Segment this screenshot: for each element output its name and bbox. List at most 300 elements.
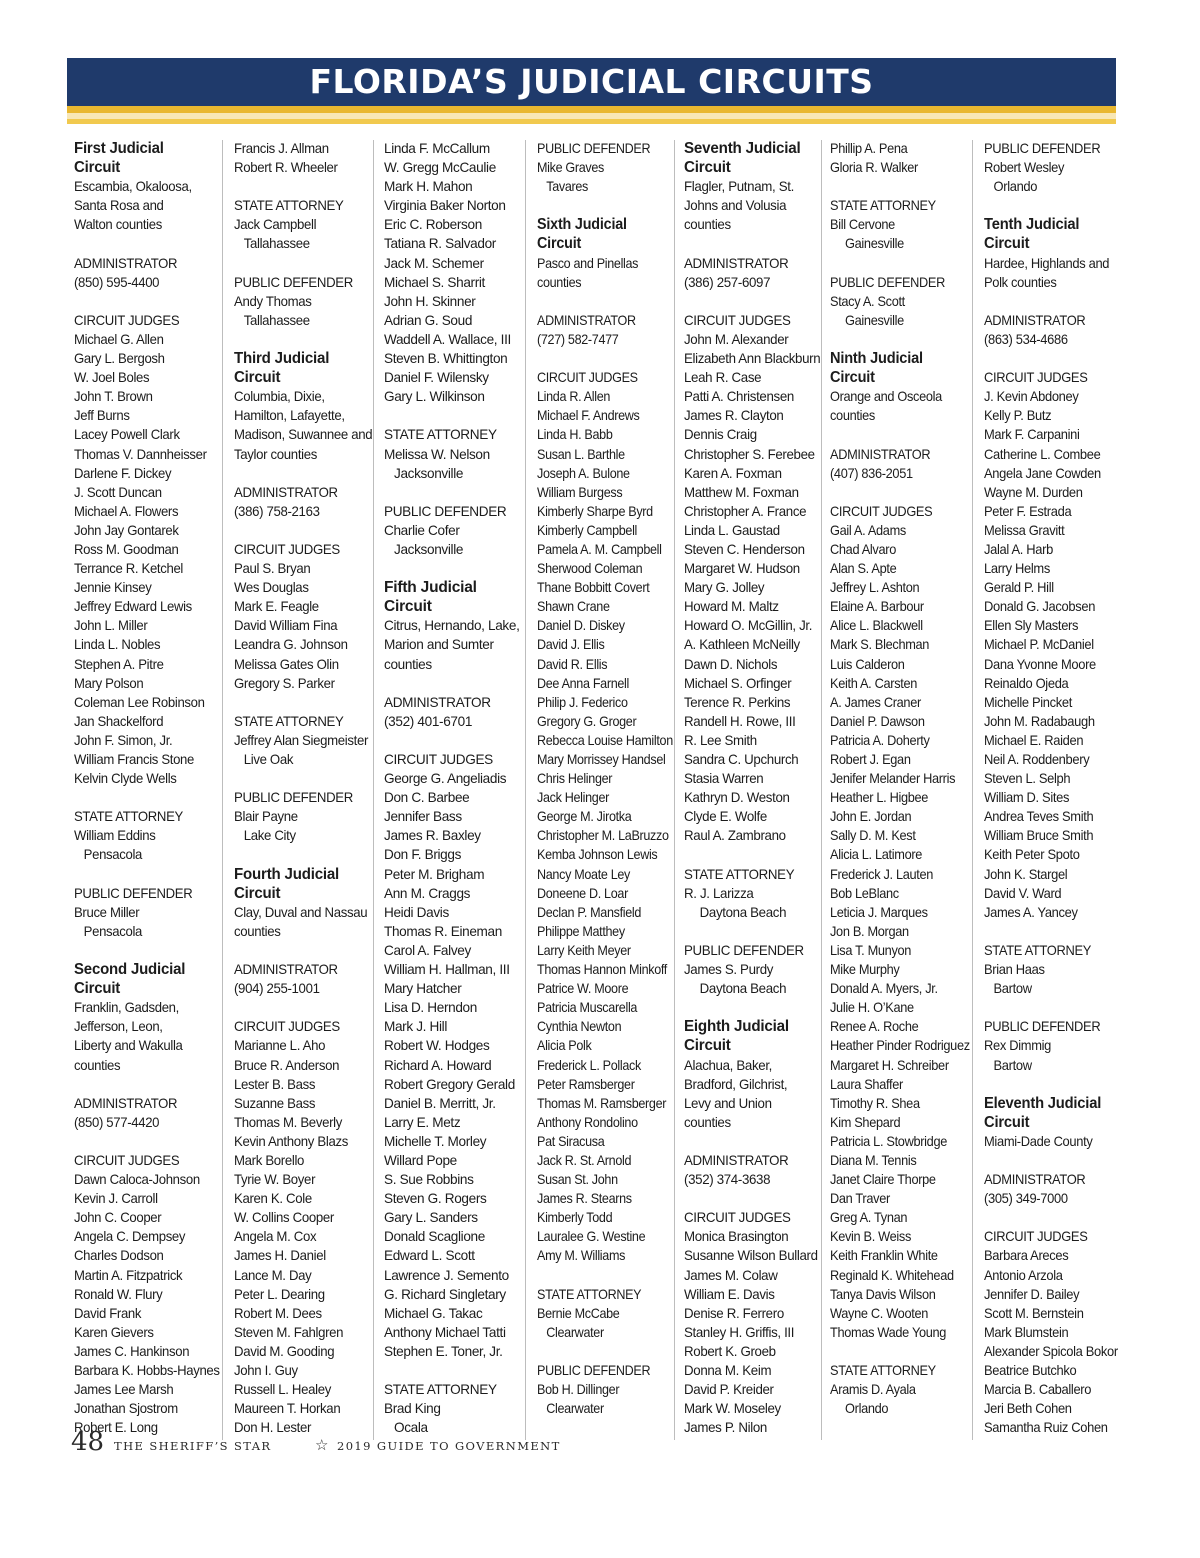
directory-line: Hardee, Highlands and	[984, 255, 1110, 271]
directory-line: Michael A. Flowers	[74, 503, 179, 519]
directory-line: Melissa Gravitt	[984, 522, 1065, 538]
directory-line: Lester B. Bass	[234, 1076, 316, 1092]
directory-line: Edward L. Scott	[384, 1248, 475, 1264]
directory-line: Thomas Hannon Minkoff	[537, 962, 667, 978]
directory-line: Larry Keith Meyer	[537, 942, 631, 958]
directory-line: Adrian G. Soud	[384, 312, 473, 328]
directory-line: Christopher M. LaBruzzo	[537, 828, 669, 844]
spacer	[234, 521, 372, 540]
directory-line: CIRCUIT JUDGES	[684, 312, 791, 328]
directory-line: Robert M. Dees	[234, 1305, 322, 1321]
directory-line: Alicia Polk	[537, 1038, 592, 1054]
page-footer	[71, 1427, 671, 1467]
directory-line: (352) 401-6701	[384, 713, 473, 729]
directory-line: Daniel B. Merritt, Jr.	[384, 1095, 496, 1111]
directory-line: James Lee Marsh	[74, 1382, 174, 1398]
directory-line: Dawn D. Nichols	[684, 656, 778, 672]
directory-line: Tallahassee	[243, 236, 310, 252]
directory-line: PUBLIC DEFENDER	[684, 942, 804, 958]
directory-line: G. Richard Singletary	[384, 1286, 506, 1302]
directory-line: Jennie Kinsey	[74, 580, 152, 596]
column-divider	[821, 140, 822, 1440]
title-banner	[67, 58, 1116, 106]
directory-line: James P. Nilon	[684, 1420, 767, 1436]
directory-line: Mark Borello	[234, 1152, 305, 1168]
directory-line: Susanne Wilson Bullard	[684, 1248, 818, 1264]
spacer	[384, 731, 520, 750]
directory-line: Heather L. Higbee	[830, 790, 929, 806]
directory-line: Paul S. Bryan	[234, 561, 311, 577]
spacer	[234, 330, 372, 349]
column-divider	[373, 140, 374, 1440]
directory-line: Mary G. Jolley	[684, 580, 765, 596]
directory-line: Bernie McCabe	[537, 1305, 620, 1321]
circuit-heading: Fourth Judicial	[234, 865, 340, 883]
directory-line: Melissa W. Nelson	[384, 446, 490, 462]
directory-line: Kimberly Campbell	[537, 522, 638, 538]
spacer	[74, 1075, 220, 1094]
directory-line: Dee Anna Farnell	[537, 675, 630, 691]
directory-line: Carol A. Falvey	[384, 942, 471, 958]
circuit-heading: Seventh Judicial	[684, 140, 801, 157]
directory-line: Terrance R. Ketchel	[74, 561, 184, 577]
directory-line: Clyde E. Wolfe	[684, 809, 767, 825]
directory-line: Gainesville	[845, 312, 904, 328]
directory-line: Kelly P. Butz	[984, 408, 1052, 424]
directory-line: Frederick L. Pollack	[537, 1057, 641, 1073]
directory-line: Laura Shaffer	[830, 1076, 903, 1092]
directory-line: Michelle T. Morley	[384, 1133, 487, 1149]
directory-line: Mark S. Blechman	[830, 637, 930, 653]
directory-line: ADMINISTRATOR	[74, 1095, 178, 1111]
directory-line: CIRCUIT JUDGES	[74, 1152, 180, 1168]
directory-line: Dana Yvonne Moore	[984, 656, 1096, 672]
directory-line: J. Scott Duncan	[74, 484, 162, 500]
directory-line: James A. Yancey	[984, 904, 1078, 920]
directory-line: Michael G. Takac	[384, 1305, 483, 1321]
spacer	[537, 292, 673, 311]
directory-line: (407) 836-2051	[830, 465, 913, 481]
spacer	[984, 292, 1118, 311]
directory-line: David J. Ellis	[537, 637, 605, 653]
spacer	[74, 1132, 220, 1151]
directory-line: STATE ATTORNEY	[684, 866, 795, 882]
directory-line: Steven G. Rogers	[384, 1191, 487, 1207]
circuit-heading: Fifth Judicial	[384, 579, 477, 597]
directory-line: S. Sue Robbins	[384, 1172, 474, 1188]
column-divider	[674, 140, 675, 1440]
page-number: 48	[71, 1427, 105, 1457]
directory-line: Linda F. McCallum	[384, 141, 490, 156]
directory-line: Maureen T. Horkan	[234, 1401, 341, 1417]
directory-line: Christopher S. Ferebee	[684, 446, 815, 462]
directory-line: Declan P. Mansfield	[537, 904, 642, 920]
spacer	[234, 254, 372, 273]
directory-line: Patricia L. Stowbridge	[830, 1133, 948, 1149]
directory-line: CIRCUIT JUDGES	[234, 541, 340, 557]
directory-line: Robert J. Egan	[830, 752, 911, 767]
directory-line: Franklin, Gadsden,	[74, 1000, 179, 1016]
directory-line: Jonathan Sjostrom	[74, 1401, 178, 1417]
directory-line: Bill Cervone	[830, 217, 895, 233]
directory-line: Keith Peter Spoto	[984, 847, 1080, 863]
directory-line: Anthony Rondolino	[537, 1114, 638, 1130]
directory-line: Pamela A. M. Campbell	[537, 541, 662, 557]
spacer	[984, 349, 1118, 368]
circuit-heading: Ninth Judicial	[830, 350, 923, 368]
directory-line: Jan Shackelford	[74, 713, 164, 729]
directory-line: Kevin J. Carroll	[74, 1191, 158, 1207]
directory-line: PUBLIC DEFENDER	[984, 1019, 1101, 1035]
spacer	[684, 292, 820, 311]
directory-line: Willard Pope	[384, 1152, 457, 1168]
directory-line: Jeffrey L. Ashton	[830, 580, 920, 596]
directory-line: Jack Helinger	[537, 790, 609, 806]
directory-line: Steven B. Whittington	[384, 351, 508, 367]
spacer	[984, 1151, 1118, 1170]
directory-line: Marianne L. Aho	[234, 1038, 326, 1054]
directory-line: Brian Haas	[984, 962, 1045, 978]
directory-line: Gregory S. Parker	[234, 675, 335, 691]
directory-line: Karen Gievers	[74, 1324, 154, 1340]
directory-line: A. Kathleen McNeilly	[684, 637, 800, 653]
directory-line: Walton counties	[74, 217, 162, 233]
column-6	[830, 139, 970, 1418]
circuit-heading: Circuit	[234, 369, 281, 387]
column-2	[234, 139, 372, 1437]
directory-line: Escambia, Okaloosa,	[74, 179, 192, 195]
spacer	[384, 406, 520, 425]
directory-line: Jeri Beth Cohen	[984, 1401, 1072, 1417]
directory-line: counties	[537, 274, 582, 290]
directory-line: Karen K. Cole	[234, 1191, 312, 1207]
directory-line: Stacy A. Scott	[830, 293, 905, 309]
directory-line: Doneene D. Loar	[537, 885, 628, 901]
directory-line: CIRCUIT JUDGES	[384, 752, 493, 767]
directory-line: Margaret H. Schreiber	[830, 1057, 949, 1073]
directory-line: Eric C. Roberson	[384, 217, 482, 233]
directory-line: PUBLIC DEFENDER	[537, 1363, 651, 1378]
directory-line: David William Fina	[234, 618, 338, 634]
directory-line: Keith Franklin White	[830, 1248, 938, 1264]
directory-line: John E. Jordan	[830, 809, 912, 825]
directory-line: John K. Stargel	[984, 866, 1068, 882]
directory-line: PUBLIC DEFENDER	[830, 274, 946, 290]
directory-line: Dawn Caloca-Johnson	[74, 1172, 200, 1188]
spacer	[384, 674, 520, 693]
directory-line: Thomas M. Beverly	[234, 1114, 343, 1130]
directory-line: George G. Angeliadis	[384, 771, 507, 787]
directory-line: John I. Guy	[234, 1363, 298, 1378]
spacer	[234, 769, 372, 788]
directory-line: Donald Scaglione	[384, 1229, 485, 1245]
directory-line: Diana M. Tennis	[830, 1152, 917, 1168]
directory-line: Marion and Sumter	[384, 637, 494, 653]
spacer	[384, 1361, 520, 1380]
spacer	[984, 1208, 1118, 1227]
directory-line: Linda L. Gaustad	[684, 522, 780, 538]
directory-line: W. Gregg McCaulie	[384, 160, 496, 176]
page-title: FLORIDA’S JUDICIAL CIRCUITS	[309, 62, 874, 101]
directory-line: STATE ATTORNEY	[984, 942, 1092, 958]
directory-line: Jack R. St. Arnold	[537, 1152, 632, 1168]
directory-line: Mark H. Mahon	[384, 179, 473, 195]
directory-line: PUBLIC DEFENDER	[234, 274, 353, 290]
directory-line: James R. Baxley	[384, 828, 481, 844]
directory-line: Leandra G. Johnson	[234, 637, 348, 653]
directory-line: Don H. Lester	[234, 1420, 312, 1436]
directory-line: (386) 758-2163	[234, 503, 320, 519]
directory-line: Bob LeBlanc	[830, 885, 899, 901]
directory-line: Gary L. Sanders	[384, 1210, 478, 1226]
directory-line: Alice L. Blackwell	[830, 618, 923, 634]
circuit-heading: Eighth Judicial	[684, 1018, 789, 1036]
directory-line: Michael E. Raiden	[984, 732, 1084, 748]
directory-line: George M. Jirotka	[537, 809, 632, 825]
directory-line: Gail A. Adams	[830, 522, 906, 538]
directory-line: Nancy Moate Ley	[537, 866, 631, 882]
directory-line: Phillip A. Pena	[830, 141, 908, 156]
directory-line: Julie H. O’Kane	[830, 1000, 914, 1016]
directory-line: Jalal A. Harb	[984, 541, 1053, 557]
directory-line: ADMINISTRATOR	[384, 694, 491, 710]
directory-line: Renee A. Roche	[830, 1019, 919, 1035]
directory-line: Melissa Gates Olin	[234, 656, 339, 672]
directory-line: CIRCUIT JUDGES	[984, 370, 1088, 386]
directory-line: Steven M. Fahlgren	[234, 1324, 344, 1340]
directory-line: John M. Radabaugh	[984, 713, 1095, 729]
directory-line: John H. Skinner	[384, 293, 476, 309]
directory-line: Darlene F. Dickey	[74, 465, 172, 481]
spacer	[384, 483, 520, 502]
spacer	[537, 1266, 673, 1285]
column-1	[74, 139, 220, 1437]
directory-line: Levy and Union	[684, 1095, 772, 1111]
directory-line: Gary L. Bergosh	[74, 351, 165, 367]
directory-line: Daytona Beach	[699, 904, 787, 920]
directory-line: Donald G. Jacobsen	[984, 599, 1096, 615]
directory-line: Ellen Sly Masters	[984, 618, 1079, 634]
star-outline-icon: ☆	[315, 1437, 329, 1454]
directory-line: Peter Ramsberger	[537, 1076, 635, 1092]
directory-line: Mary Hatcher	[384, 981, 462, 997]
directory-line: Taylor counties	[234, 446, 318, 462]
directory-line: Ross M. Goodman	[74, 541, 179, 557]
spacer	[234, 464, 372, 483]
directory-line: Kimberly Todd	[537, 1210, 613, 1226]
directory-line: Rebecca Louise Hamilton	[537, 732, 673, 748]
directory-line: Kimberly Sharpe Byrd	[537, 503, 653, 519]
directory-line: John F. Simon, Jr.	[74, 732, 173, 748]
directory-line: William Bruce Smith	[984, 828, 1094, 844]
directory-line: Ann M. Craggs	[384, 885, 471, 901]
column-divider	[222, 140, 223, 1440]
directory-line: Beatrice Butchko	[984, 1363, 1077, 1378]
directory-line: Thane Bobbitt Covert	[537, 580, 650, 596]
directory-line: Polk counties	[984, 274, 1057, 290]
directory-line: Francis J. Allman	[234, 141, 329, 156]
column-divider	[525, 140, 526, 1440]
directory-line: Linda R. Allen	[537, 389, 611, 405]
spacer	[684, 1132, 820, 1151]
directory-line: Neil A. Roddenbery	[984, 752, 1090, 767]
directory-line: Bob H. Dillinger	[537, 1382, 620, 1398]
directory-line: Mark F. Carpanini	[984, 427, 1080, 443]
directory-line: ADMINISTRATOR	[234, 484, 338, 500]
directory-line: ADMINISTRATOR	[537, 312, 636, 328]
directory-line: (305) 349-7000	[984, 1191, 1068, 1207]
directory-line: William D. Sites	[984, 790, 1070, 806]
directory-line: Tyrie W. Boyer	[234, 1172, 316, 1188]
directory-line: Don F. Briggs	[384, 847, 462, 863]
directory-line: David Frank	[74, 1305, 142, 1321]
circuit-heading: Circuit	[74, 159, 121, 177]
directory-line: Jacksonville	[394, 541, 464, 557]
directory-line: Patricia A. Doherty	[830, 732, 930, 748]
circuit-heading: Circuit	[74, 980, 121, 998]
directory-line: PUBLIC DEFENDER	[74, 885, 193, 901]
directory-line: Kevin B. Weiss	[830, 1229, 912, 1245]
spacer	[684, 998, 820, 1017]
directory-line: STATE ATTORNEY	[830, 1363, 936, 1378]
directory-line: Orlando	[845, 1401, 889, 1417]
directory-line: (863) 534-4686	[984, 331, 1068, 347]
directory-line: CIRCUIT JUDGES	[537, 370, 638, 386]
directory-line: Marcia B. Caballero	[984, 1382, 1092, 1398]
directory-line: Steven C. Henderson	[684, 541, 805, 557]
directory-line: Jeffrey Edward Lewis	[74, 599, 192, 615]
directory-line: counties	[830, 408, 875, 424]
directory-line: Mary Morrissey Handsel	[537, 752, 666, 767]
directory-line: Charlie Cofer	[384, 522, 460, 538]
directory-line: Michael P. McDaniel	[984, 637, 1094, 653]
circuit-heading: Sixth Judicial	[537, 216, 627, 234]
directory-line: Thomas Wade Young	[830, 1324, 947, 1340]
directory-line: (850) 595-4400	[74, 274, 160, 290]
directory-line: Howard O. McGillin, Jr.	[684, 618, 813, 634]
spacer	[234, 998, 372, 1017]
directory-line: John M. Alexander	[684, 331, 789, 347]
directory-line: Wes Douglas	[234, 580, 309, 596]
directory-line: STATE ATTORNEY	[537, 1286, 642, 1302]
directory-line: Angela Jane Cowden	[984, 465, 1101, 481]
directory-line: ADMINISTRATOR	[984, 1172, 1086, 1188]
directory-line: CIRCUIT JUDGES	[234, 1019, 340, 1035]
directory-line: R. J. Larizza	[684, 885, 754, 901]
directory-line: James H. Daniel	[234, 1248, 326, 1264]
directory-line: (727) 582-7477	[537, 331, 619, 347]
column-4	[537, 139, 673, 1418]
directory-line: Howard M. Maltz	[684, 599, 779, 615]
spacer	[74, 865, 220, 884]
directory-line: Samantha Ruiz Cohen	[984, 1420, 1108, 1436]
directory-line: Alan S. Apte	[830, 561, 897, 577]
directory-line: Michael S. Orfinger	[684, 675, 792, 691]
directory-line: counties	[684, 217, 731, 233]
directory-line: Philippe Matthey	[537, 923, 625, 939]
directory-line: Chris Helinger	[537, 771, 613, 787]
directory-line: Angela C. Dempsey	[74, 1229, 186, 1245]
directory-line: Russell L. Healey	[234, 1382, 332, 1398]
circuit-heading: Tenth Judicial	[984, 216, 1080, 234]
directory-line: Margaret W. Hudson	[684, 561, 800, 577]
directory-line: Kelvin Clyde Wells	[74, 771, 177, 787]
spacer	[984, 922, 1118, 941]
directory-line: Christopher A. France	[684, 503, 807, 519]
directory-line: Peter M. Brigham	[384, 866, 485, 882]
directory-line: Sandra C. Upchurch	[684, 752, 799, 767]
directory-line: ADMINISTRATOR	[74, 255, 178, 271]
directory-line: Lacey Powell Clark	[74, 427, 180, 443]
directory-line: Live Oak	[243, 752, 294, 767]
spacer	[537, 196, 673, 215]
directory-line: Thomas V. Dannheisser	[74, 446, 207, 462]
directory-line: J. Kevin Abdoney	[984, 389, 1079, 405]
spacer	[234, 693, 372, 712]
directory-line: Clearwater	[546, 1401, 604, 1417]
directory-line: Gary L. Wilkinson	[384, 389, 485, 405]
directory-line: Lawrence J. Semento	[384, 1267, 509, 1283]
directory-line: Aramis D. Ayala	[830, 1382, 916, 1398]
spacer	[684, 234, 820, 253]
directory-line: Orange and Osceola	[830, 389, 942, 405]
spacer	[74, 292, 220, 311]
circuit-heading: Circuit	[684, 1037, 731, 1055]
directory-line: Scott M. Bernstein	[984, 1305, 1084, 1321]
directory-line: CIRCUIT JUDGES	[984, 1229, 1088, 1245]
column-7	[984, 139, 1118, 1437]
directory-line: Clearwater	[546, 1324, 604, 1340]
directory-line: Mark W. Moseley	[684, 1401, 781, 1417]
directory-line: Keith A. Carsten	[830, 675, 918, 691]
directory-line: Daytona Beach	[699, 981, 787, 997]
directory-line: Michelle Pincket	[984, 694, 1073, 710]
directory-line: Donald A. Myers, Jr.	[830, 981, 938, 997]
directory-line: Virginia Baker Norton	[384, 198, 506, 214]
directory-line: CIRCUIT JUDGES	[684, 1210, 791, 1226]
spacer	[830, 177, 970, 196]
directory-line: PUBLIC DEFENDER	[984, 141, 1101, 156]
directory-line: Timothy R. Shea	[830, 1095, 920, 1111]
directory-line: James M. Colaw	[684, 1267, 778, 1283]
directory-line: Linda L. Nobles	[74, 637, 161, 653]
directory-line: Dan Traver	[830, 1191, 890, 1207]
directory-line: Kathryn D. Weston	[684, 790, 790, 806]
directory-line: William H. Hallman, III	[384, 962, 510, 978]
circuit-heading: Circuit	[234, 884, 281, 902]
directory-line: Antonio Arzola	[984, 1267, 1063, 1283]
directory-line: Greg A. Tynan	[830, 1210, 908, 1226]
directory-line: Lisa D. Herndon	[384, 1000, 477, 1016]
directory-line: Larry Helms	[984, 561, 1050, 577]
spacer	[74, 234, 220, 253]
directory-line: ADMINISTRATOR	[984, 312, 1086, 328]
column-5	[684, 139, 820, 1437]
directory-line: Andy Thomas	[234, 293, 312, 309]
directory-line: Jenifer Melander Harris	[830, 771, 956, 787]
directory-line: Michael F. Andrews	[537, 408, 640, 424]
spacer	[830, 330, 970, 349]
directory-line: CIRCUIT JUDGES	[830, 503, 933, 519]
directory-line: Sherwood Coleman	[537, 561, 643, 577]
guide-title: 2019 GUIDE TO GOVERNMENT	[337, 1439, 561, 1453]
directory-line: John C. Cooper	[74, 1210, 162, 1226]
directory-line: Elizabeth Ann Blackburn	[684, 351, 821, 367]
directory-line: Lisa T. Munyon	[830, 942, 912, 958]
directory-line: STATE ATTORNEY	[234, 198, 344, 214]
directory-line: Jefferson, Leon,	[74, 1019, 163, 1035]
directory-line: Monica Brasington	[684, 1229, 789, 1245]
